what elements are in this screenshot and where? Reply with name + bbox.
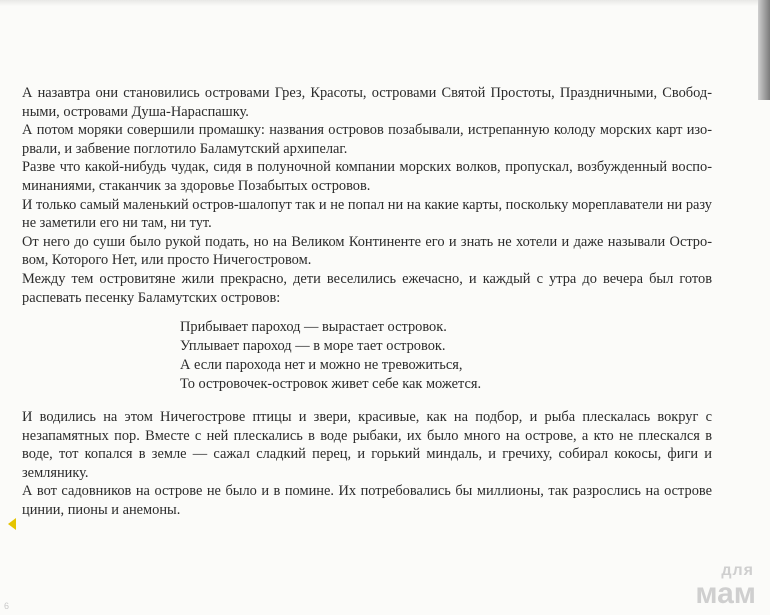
page-number <box>8 516 9 517</box>
paragraph: А назавтра они становились островами Грез, Красоты, островами Святой Простоты, Праздничными, Свободными, островами Душа-Нараспашку. <box>22 85 712 120</box>
verse-line: Прибывает пароход — вырастает островок. <box>180 319 447 335</box>
text-block-top <box>22 84 712 307</box>
watermark-top-text: для <box>721 562 754 579</box>
watermark-logo <box>695 563 756 609</box>
paragraph: А вот садовников на острове не было и в помине. Их потребовались бы миллионы, так разрослись на острове цинии, пионы и анемоны. <box>22 483 712 518</box>
page-number-marker-icon <box>8 518 16 530</box>
page-top-edge <box>0 0 770 6</box>
text-block-bottom <box>22 408 712 520</box>
paragraph: И водились на этом Ничегострове птицы и звери, красивые, как на подбор, и рыба плескалась вокруг с незапамятных пор. Вместе с ней плескались в воде рыбаки, их было много на острове, а кто не плескался в воде, тот копался в земле — сажал сладкий перец, и горький миндаль, и гречиху, собирал кокосы, фиги и землянику. <box>22 409 712 481</box>
paragraph: И только самый маленький остров-шалопут так и не попал ни на какие карты, поскольку мореплаватели ни разу не заметили его ни там, ни тут. <box>22 196 712 232</box>
paragraph: Разве что какой-нибудь чудак, сидя в полуночной компании морских волков, пропускал, возбужденный воспоминаниями, стаканчик за здоровье Позабытых островов. <box>22 159 712 194</box>
verse-line: То островочек-островок живет себе как можется. <box>180 376 482 392</box>
song-verse <box>180 318 580 394</box>
paragraph: Между тем островитяне жили прекрасно, дети веселились ежечасно, и каждый с утра до вечера был готов распевать песенку Баламутских островов: <box>22 270 712 306</box>
facing-page-edge <box>758 0 770 100</box>
watermark-bottom-text: мам <box>695 577 756 610</box>
verse-line: Уплывает пароход — в море тает островок. <box>180 338 446 354</box>
paragraph: От него до суши было рукой подать, но на Великом Континенте его и знать не хотели и даже называли Островом, Которого Нет, или просто Ничегостровом. <box>22 233 712 269</box>
verse-line: А если парохода нет и можно не тревожиться, <box>180 357 463 373</box>
corner-mark: 6 <box>4 601 10 611</box>
paragraph: А потом моряки совершили промашку: названия островов позабывали, истрепанную колоду морских карт изорвали, и забвение поглотило Баламутский архипелаг. <box>22 122 712 157</box>
